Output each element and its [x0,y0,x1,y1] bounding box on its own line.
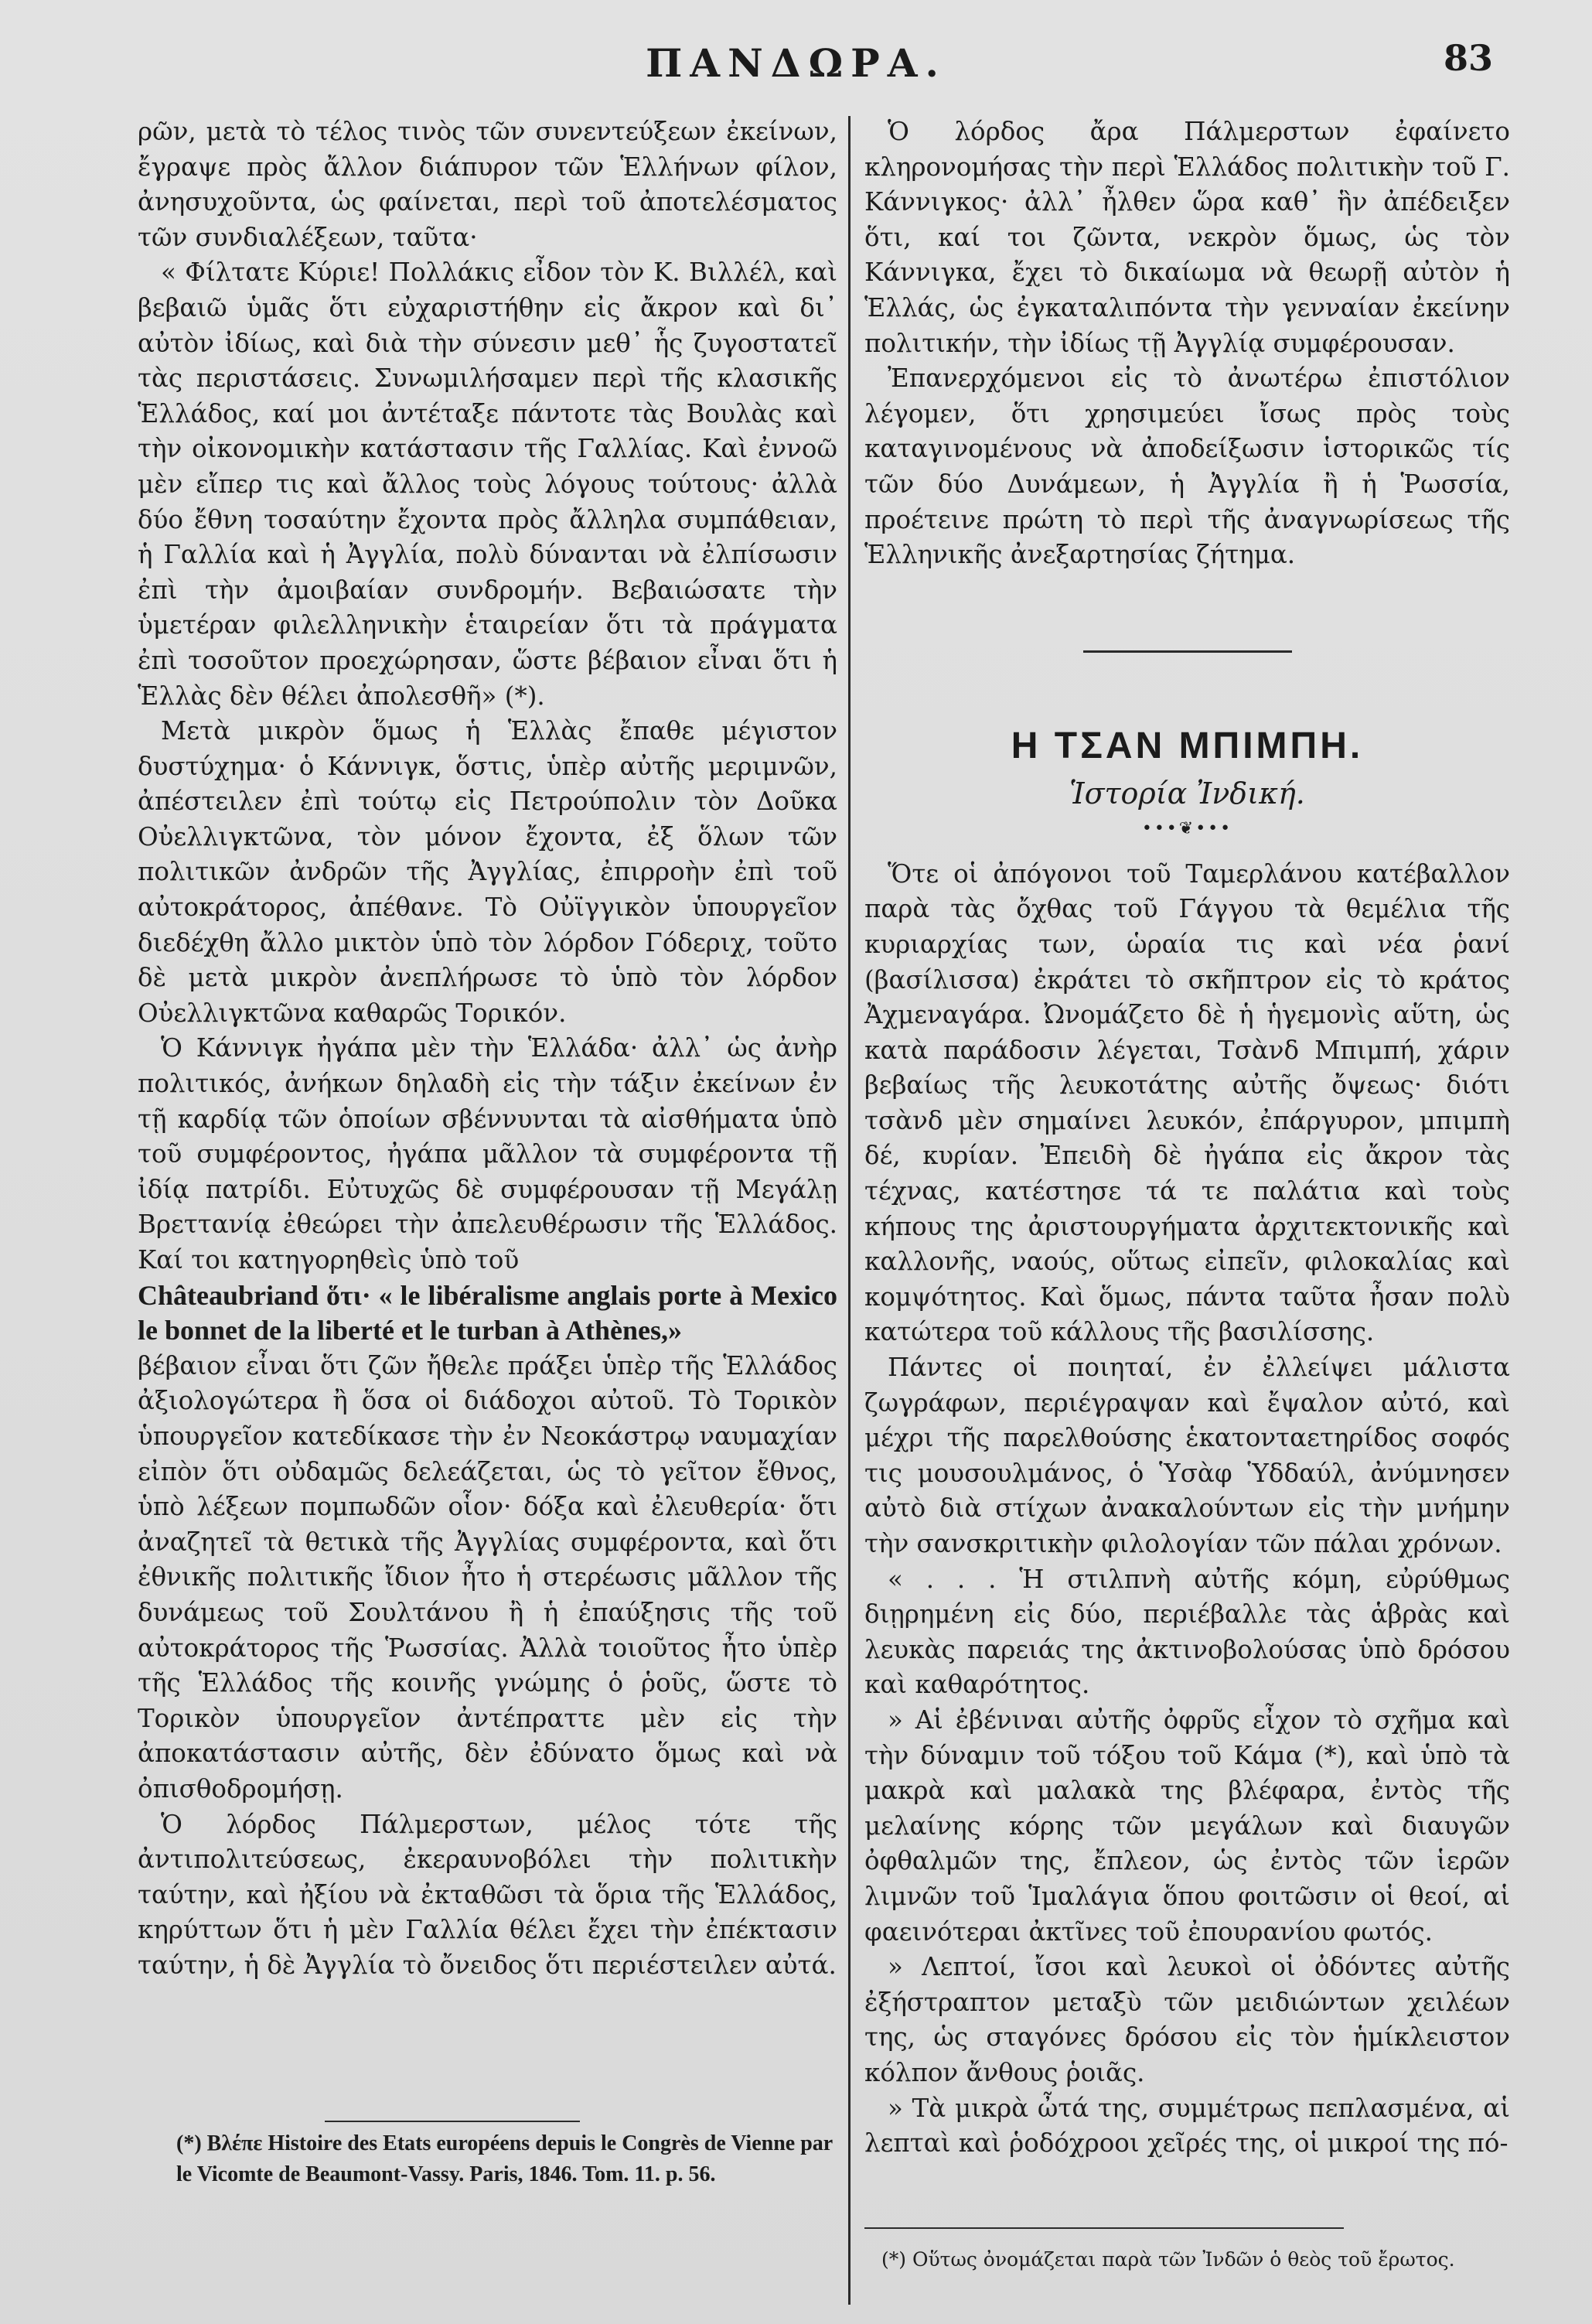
story-paragraph-4: » Αἱ ἐβένιναι αὐτῆς ὀφρῦς εἶχον τὸ σχῆμα καὶ τὴν δύναμιν τοῦ τόξου τοῦ Κάμα (*), καὶ ὑπὸ τὰ μακρὰ καὶ μαλακὰ της βλέφαρα, ἐντὸς τῆς μελαίνης κόρης τῶν μεγάλων καὶ διαυγῶν ὀφθαλμῶν της, ἔπλεον, ὡς ἐντὸς τῶν ἱερῶν λιμνῶν τοῦ Ἱμαλάγια ὅπου φοιτῶσιν οἱ θεοί, αἱ φαεινότεραι ἀκτῖνες τοῦ ἐπουρανίου φωτός. [864,1705,1510,1947]
story-paragraph-6: » Τὰ μικρὰ ὦτά της, συμμέτρως πεπλασμένα, αἱ λεπταὶ καὶ ῥοδόχροοι χεῖρές της, οἱ μικροί της πό- [864,2093,1510,2158]
ornament: •••❦••• [1141,818,1233,838]
story-paragraph-5: » Λεπτοί, ἴσοι καὶ λευκοὶ οἱ ὀδόντες αὐτῆς ἐξήστραπτον μεταξὺ τῶν μειδιώντων χειλέων της, ὡς σταγόνες δρόσου εἰς τὸν ἡμίκλειστον κόλπον ἄνθους ῥοιᾶς. [864,1952,1510,2087]
footnote-rule-right [864,2227,1344,2229]
left-paragraph-letter: « Φίλτατε Κύριε! Πολλάκις εἶδον τὸν Κ. Βιλλέλ, καὶ βεβαιῶ ὑμᾶς ὅτι εὐχαριστήθην εἰς ἄκρον καὶ δι᾽ αὐτὸν ἰδίως, καὶ διὰ τὴν σύνεσιν μεθ᾽ ἧς ζυγοστατεῖ τὰς περιστάσεις. Συνωμιλήσαμεν περὶ τῆς κλασικῆς Ἑλλάδος, καί μοι ἀντέταξε πάντοτε τὰς Βουλὰς καὶ τὴν οἰκονομικὴν κατάστασιν τῆς Γαλλίας. Καὶ ἐννοῶ μὲν εἴπερ τις καὶ ἄλλος τοὺς λόγους τούτους· ἀλλὰ δύο ἔθνη τοσαύτην ἔχοντα πρὸς ἄλληλα συμπάθειαν, ἡ Γαλλία καὶ ἡ Ἀγγλία, πολὺ δύνανται νὰ ἐλπίσωσιν ἐπὶ τὴν ἀμοιβαίαν συνδρομήν. Βεβαιώσατε τὴν ὑμετέραν φιλελληνικὴν ἑταιρείαν ὅτι τὰ πράγματα ἐπὶ τοσοῦτον προεχώρησαν, ὥστε βέβαιον εἶναι ὅτι ἡ Ἑλλὰς δὲν θέλει ἀπολεσθῆ» (*). [138,258,837,711]
footnote-right: (*) Οὕτως ὀνομάζεται παρὰ τῶν Ἰνδῶν ὁ θεὸς τοῦ ἔρωτος. [881,2248,1455,2271]
running-title: ΠΑΝΔΩΡΑ. [646,40,946,86]
left-paragraph-6: Ὁ λόρδος Πάλμερστων, μέλος τότε τῆς ἀντιπολιτεύσεως, ἐκεραυνοβόλει τὴν πολιτικὴν ταύτην, καὶ ἠξίου νὰ ἐκταθῶσι τὰ ὅρια τῆς Ἑλλάδος, κηρύττων ὅτι ἡ μὲν Γαλλία θέλει ἔχει τὴν ἐπέκτασιν ταύτην, ἡ δὲ Ἀγγλία τὸ ὄνειδος ὅτι περιέστειλεν αὐτά. [138,1809,837,1980]
column-divider [848,116,851,2305]
left-paragraph-4: Ὁ Κάννιγκ ἠγάπα μὲν τὴν Ἑλλάδα· ἀλλ᾽ ὡς ἀνὴρ πολιτικός, ἀνήκων δηλαδὴ εἰς τὴν τάξιν ἐκείνων ἐν τῇ καρδίᾳ τῶν ὁποίων σβέννυνται τὰ αἰσθήματα ὑπὸ τοῦ συμφέροντος, ἠγάπα μᾶλλον τὰ συμφέροντα τῇ ἰδίᾳ πατρίδι. Εὐτυχῶς δὲ συμφέρουσαν τῇ Μεγάλῃ Βρεττανίᾳ ἐθεώρει τὴν ἀπελευθέρωσιν τῆς Ἑλλάδος. Καί τοι κατηγορηθεὶς ὑπὸ τοῦ [138,1033,837,1275]
left-paragraph-1: ρῶν, μετὰ τὸ τέλος τινὸς τῶν συνεντεύξεων ἐκείνων, ἔγραψε πρὸς ἄλλον διάπυρον τῶν Ἑλλήνων φίλον, ἀνησυχοῦντα, ὡς φαίνεται, περὶ τοῦ ἀποτελέσματος τῶν συνδιαλέξεων, ταῦτα· [138,117,837,252]
left-paragraph-3: Μετὰ μικρὸν ὅμως ἡ Ἑλλὰς ἔπαθε μέγιστον δυστύχημα· ὁ Κάννιγκ, ὅστις, ὑπὲρ αὐτῆς μεριμνῶν, ἀπέστειλεν ἐπὶ τούτῳ εἰς Πετρούπολιν τὸν Δοῦκα Οὐελλιγκτῶνα, τὸν μόνον ἔχοντα, ἐξ ὅλων τῶν πολιτικῶν ἀνδρῶν τῆς Ἀγγλίας, ἐπιρροὴν ἐπὶ τοῦ αὐτοκράτορος, ἀπέθανε. Τὸ Οὐϊγγικὸν ὑπουργεῖον διεδέχθη ἄλλο μικτὸν ὑπὸ τὸν λόρδον Γόδεριχ, τοῦτο δὲ μετὰ μικρὸν ἀνεπλήρωσε τὸ ὑπὸ τὸν λόρδον Οὐελλιγκτῶνα καθαρῶς Τορικόν. [138,716,837,1028]
story-paragraph-1: Ὅτε οἱ ἀπόγονοι τοῦ Ταμερλάνου κατέβαλλον παρὰ τὰς ὄχθας τοῦ Γάγγου τὰ θεμέλια τῆς κυριαρχίας των, ὡραία τις καὶ νέα ῥανί (βασίλισσα) ἐκράτει τὸ σκῆπτρον εἰς τὸ κράτος Ἀχμεναγάρα. Ὠνομάζετο δὲ ἡ ἡγεμονὶς αὕτη, ὡς κατὰ παράδοσιν λέγεται, Τσὰνδ Μπιμπή, χάριν βεβαίως τῆς λευκοτάτης αὐτῆς ὄψεως· διότι τσὰνδ μὲν σημαίνει λευκόν, ἐπάργυρον, μπιμπὴ δέ, κυρίαν. Ἐπειδὴ δὲ ἠγάπα εἰς ἄκρον τὰς τέχνας, κατέστησε τά τε παλάτια καὶ τοὺς κήπους της ἀριστουργήματα ἀρχιτεκτονικῆς καὶ καλλονῆς, ναούς, οὕτως εἰπεῖν, φιλοκαλίας καὶ κομψότητος. Καὶ ὅμως, πάντα ταῦτα ἦσαν πολὺ κατώτερα τοῦ κάλλους τῆς βασιλίσσης. [864,858,1510,1347]
story-title: Η ΤΣΑΝ ΜΠΙΜΠΗ. [1011,725,1364,766]
chateaubriand-quote: Châteaubriand ὅτι· « le libéralisme anglais porte à Mexico le bonnet de la liberté et le turban à Athènes,» [138,1279,837,1346]
footnote-left: (*) Βλέπε Histoire des Etats européens depuis le Congrès de Vienne par le Vicomte de Beaumont-Vassy. Paris, 1846. Tom. 11. p. 56. [176,2131,833,2186]
left-paragraph-5: βέβαιον εἶναι ὅτι ζῶν ἤθελε πράξει ὑπὲρ τῆς Ἑλλάδος ἀξιολογώτερα ἢ ὅσα οἱ διάδοχοι αὐτοῦ. Τὸ Τορικὸν ὑπουργεῖον κατεδίκασε τὴν ἐν Νεοκάστρῳ ναυμαχίαν εἰπὸν ὅτι οὐδαμῶς δελεάζεται, ὡς τὸ γεῖτον ἔθνος, ὑπὸ λέξεων πομπωδῶν οἷον· δόξα καὶ ἐλευθερία· ὅτι ἀναζητεῖ τὰ θετικὰ τῆς Ἀγγλίας συμφέροντα, καὶ ὅτι ἐθνικῆς πολιτικῆς ἴδιον ἦτο ἡ στερέωσις μᾶλλον τῆς δυνάμεως τοῦ Σουλτάνου ἢ ἡ ἐπαύξησις τῆς τοῦ αὐτοκράτορος τῆς Ῥωσσίας. Ἀλλὰ τοιοῦτος ἦτο ὑπὲρ τῆς Ἑλλάδος τῆς κοινῆς γνώμης ὁ ῥοῦς, ὥστε τὸ Τορικὸν ὑπουργεῖον ἀντέπραττε μὲν εἰς τὴν ἀποκατάστασιν αὐτῆς, δὲν ἐδύνατο ὅμως καὶ νὰ ὀπισθοδρομήσῃ. [138,1350,837,1804]
story-subtitle: Ἱστορία Ἰνδική. [1069,776,1305,810]
page-number: 83 [1443,37,1493,79]
right-paragraph-2: Ἐπανερχόμενοι εἰς τὸ ἀνωτέρω ἐπιστόλιον λέγομεν, ὅτι χρησιμεύει ἴσως πρὸς τοὺς καταγινομένους νὰ ἀποδείξωσιν ἱστορικῶς τίς τῶν δύο Δυνάμεων, ἡ Ἀγγλία ἢ ἡ Ῥωσσία, προέτεινε πρώτη τὸ περὶ τῆς ἀναγνωρίσεως τῆς Ἑλληνικῆς ἀνεξαρτησίας ζήτημα. [864,363,1510,570]
right-column [864,114,1510,2162]
left-column [138,114,837,1983]
footnote-rule-left [325,2121,580,2122]
section-divider [1083,650,1292,653]
story-paragraph-3: « . . . Ἡ στιλπνὴ αὐτῆς κόμη, εὐρύθμως διῃρημένη εἰς δύο, περιέβαλλε τὰς ἁβρὰς καὶ λευκὰς παρειάς της ἀκτινοβολούσας ὑπὸ δρόσου καὶ καθαρότητος. [864,1564,1510,1700]
right-paragraph-1: Ὁ λόρδος ἄρα Πάλμερστων ἐφαίνετο κληρονομήσας τὴν περὶ Ἑλλάδος πολιτικὴν τοῦ Γ. Κάννιγκος· ἀλλ᾽ ἦλθεν ὥρα καθ᾽ ἣν ἀπέδειξεν ὅτι, καί τοι ζῶντα, νεκρὸν ὅμως, ὡς τὸν Κάννιγκα, ἔχει τὸ δικαίωμα νὰ θεωρῇ αὐτὸν ἡ Ἑλλάς, ὡς ἐγκαταλιπόντα τὴν γενναίαν ἐκείνην πολιτικήν, τὴν ἰδίως τῇ Ἀγγλίᾳ συμφέρουσαν. [864,117,1510,358]
story-paragraph-2: Πάντες οἱ ποιηταί, ἐν ἐλλείψει μάλιστα ζωγράφων, περιέγραψαν καὶ ἔψαλον αὐτό, καὶ μέχρι τῆς παρελθούσης ἑκατονταετηρίδος σοφός τις μουσουλμάνος, ὁ Ὑσὰφ Ὑδδαύλ, ἀνύμνησεν αὐτὸ διὰ στίχων ἀνακαλούντων εἰς τὴν μνήμην τὴν σανσκριτικὴν φιλολογίαν τῶν πάλαι χρόνων. [864,1353,1510,1558]
